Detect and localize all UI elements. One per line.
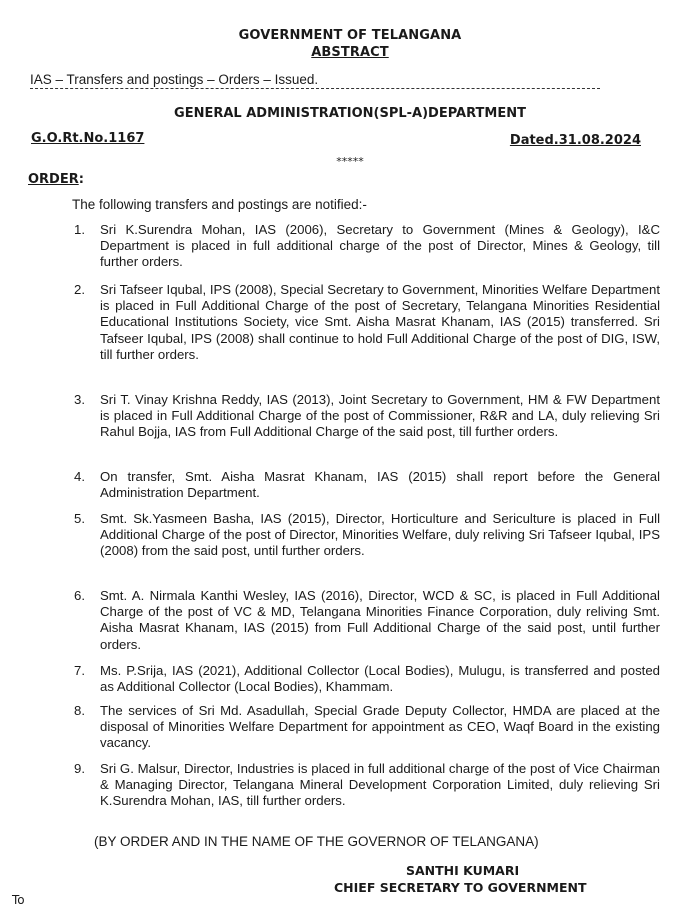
government-heading: GOVERNMENT OF TELANGANA xyxy=(238,28,462,43)
item-number: 6. xyxy=(74,588,85,603)
order-label xyxy=(28,172,84,187)
separator-stars: ***** xyxy=(336,155,364,168)
closing-statement: (BY ORDER AND IN THE NAME OF THE GOVERNOR OF TELANGANA) xyxy=(94,834,539,849)
dashed-divider xyxy=(30,88,600,89)
order-item xyxy=(74,511,660,560)
order-item xyxy=(74,282,660,363)
order-item xyxy=(74,663,660,695)
intro-text: The following transfers and postings are notified:- xyxy=(72,197,367,212)
item-number: 5. xyxy=(74,511,85,526)
order-colon: : xyxy=(78,172,84,187)
department-heading: GENERAL ADMINISTRATION(SPL-A)DEPARTMENT xyxy=(174,106,526,121)
item-text: Sri Tafseer Iqubal, IPS (2008), Special Secretary to Government, Minorities Welfare Department is placed in Full Additional Charge of the post of Secretary, Telangana Minorities Residential Educational Institutions Society, vice Smt. Aisha Masrat Khanam, IAS (2015) transferred. Sri Tafseer Iqubal, IPS (2008) shall continue to hold Full Additional Charge of the post of DIG, ISW, till further orders. xyxy=(100,282,660,362)
to-label: To xyxy=(12,893,25,907)
item-number: 3. xyxy=(74,392,85,407)
item-text: Sri G. Malsur, Director, Industries is placed in full additional charge of the post of Vice Chairman & Managing Director, Telangana Mineral Development Corporation Limited, duly relieving Sri K.Surendra Mohan, IAS, till further orders. xyxy=(100,761,660,809)
order-item xyxy=(74,392,660,441)
subject-line: IAS – Transfers and postings – Orders – Issued. xyxy=(30,72,319,87)
order-date: Dated.31.08.2024 xyxy=(509,133,641,148)
item-text: Smt. Sk.Yasmeen Basha, IAS (2015), Director, Horticulture and Sericulture is placed in Full Additional Charge of the post of Director, Minorities Welfare, duly reliving Sri Tafseer Iqubal, IPS (2008) from the said post, until further orders. xyxy=(100,511,660,559)
order-label-text: ORDER xyxy=(28,172,79,187)
item-number: 1. xyxy=(74,222,85,237)
order-item xyxy=(74,703,660,752)
item-text: On transfer, Smt. Aisha Masrat Khanam, IAS (2015) shall report before the General Administration Department. xyxy=(100,469,660,501)
item-number: 7. xyxy=(74,663,85,678)
signatory-name: SANTHI KUMARI xyxy=(406,863,520,878)
order-item xyxy=(74,222,660,271)
order-item xyxy=(74,588,660,653)
item-number: 2. xyxy=(74,282,85,297)
item-text: Sri T. Vinay Krishna Reddy, IAS (2013), Joint Secretary to Government, HM & FW Department is placed in Full Additional Charge of the post of Commissioner, R&R and LA, duly relieving Sri Rahul Bojja, IAS from Full Additional Charge of the said post, till further orders. xyxy=(100,392,660,440)
go-number: G.O.Rt.No.1167 xyxy=(31,131,145,146)
item-number: 8. xyxy=(74,703,85,718)
item-text: Smt. A. Nirmala Kanthi Wesley, IAS (2016), Director, WCD & SC, is placed in Full Additional Charge of the post of VC & MD, Telangana Minorities Finance Corporation, duly reliving Smt. Aisha Masrat Khanam, IAS (2015) from Full Additional Charge of the said post, until further orders. xyxy=(100,588,660,652)
item-text: Sri K.Surendra Mohan, IAS (2006), Secretary to Government (Mines & Geology), I&C Department is placed in full additional charge of the post of Director, Mines & Geology, till further orders. xyxy=(100,222,660,270)
order-item xyxy=(74,761,660,810)
item-number: 9. xyxy=(74,761,85,776)
order-item xyxy=(74,469,660,501)
item-text: Ms. P.Srija, IAS (2021), Additional Collector (Local Bodies), Mulugu, is transferred and posted as Additional Collector (Local Bodies), Khammam. xyxy=(100,663,660,695)
item-text: The services of Sri Md. Asadullah, Special Grade Deputy Collector, HMDA are placed at the disposal of Minorities Welfare Department for appointment as CEO, Waqf Board in the existing vacancy. xyxy=(100,703,660,751)
item-number: 4. xyxy=(74,469,85,484)
signatory-title: CHIEF SECRETARY TO GOVERNMENT xyxy=(334,880,587,895)
abstract-heading: ABSTRACT xyxy=(311,45,389,60)
